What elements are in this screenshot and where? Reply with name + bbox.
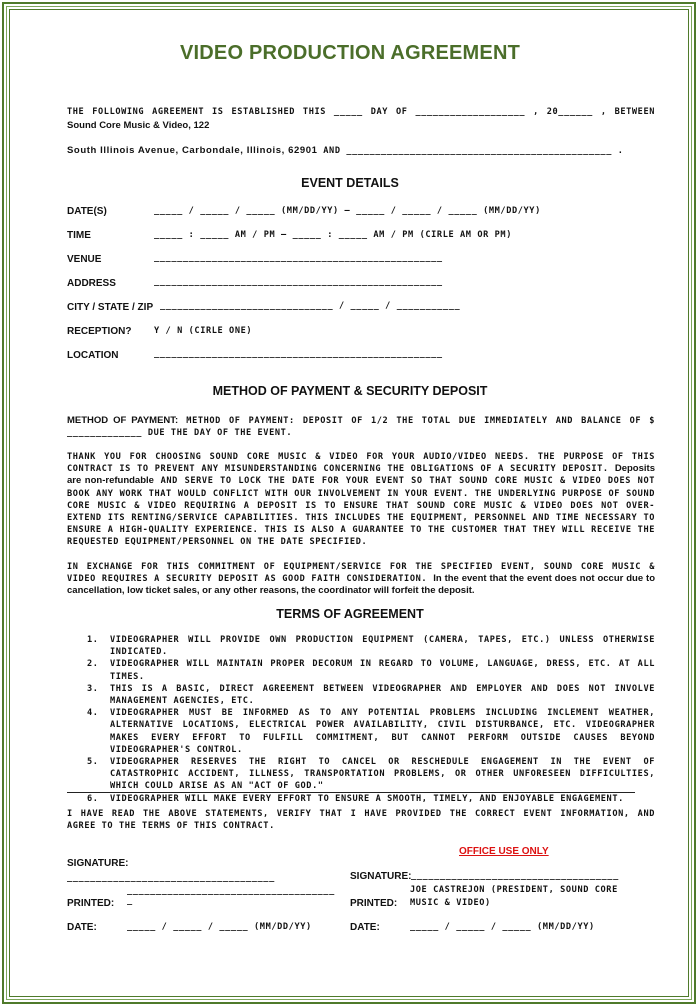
time-field[interactable]: _____ : _____ AM / PM — _____ : _____ AM / PM (CIRLE AM OR PM)	[154, 230, 512, 240]
payment-method-text: METHOD OF PAYMENT: DEPOSIT OF 1/2 THE TOTAL DUE IMMEDIATELY AND BALANCE OF $ _____________ DUE THE DAY OF THE EVENT.	[67, 416, 655, 439]
address-label: ADDRESS	[67, 278, 116, 289]
reception-field[interactable]: Y / N (CIRLE ONE)	[154, 326, 253, 336]
deposit-p1-c: AND SERVE TO LOCK THE DATE FOR YOUR EVENT SO THAT SOUND CORE MUSIC & VIDEO DOES NOT BOOK ANY WORK THAT WOULD CONFLICT WITH OUR INVOLVEMENT IN YOUR EVENT. THE UNDERLYING PURPOSE OF SOUND CORE MUSIC & VIDEO REQUIRING A DEPOSIT IS TO ENSURE THAT SOUND CORE MUSIC & VIDEO DOES NOT OVER-EXTEND ITS RENTING/SERVICE CAPABILITIES. THIS INCLUDES THE EQUIPMENT, PERSONNEL AND TIME NECESSARY TO ENSURE A HIGH-QUALITY EXPERIENCE. THIS IS ALSO A GUARANTEE TO THE CUSTOMER THAT THEY WILL RECEIVE THE REQUESTED EQUIPMENT/PERSONNEL ON THE DATE SPECIFIED.	[67, 476, 655, 548]
date-field[interactable]: _____ / _____ / _____ (MM/DD/YY) — _____ / _____ / _____ (MM/DD/YY)	[154, 206, 541, 216]
client-printed-label: PRINTED:	[67, 898, 115, 909]
company-printed-value: JOE CASTREJON (PRESIDENT, SOUND CORE MUSIC & VIDEO)	[410, 885, 618, 908]
deposit-p1-b: Deposits are non-refundable	[67, 463, 655, 487]
acknowledgement: I HAVE READ THE ABOVE STATEMENTS, VERIFY THAT I HAVE PROVIDED THE CORRECT EVENT INFORMATION, AND AGREE TO THE TERMS OF THIS CONTRACT.	[67, 809, 655, 832]
list-item: 5. VIDEOGRAPHER RESERVES THE RIGHT TO CANCEL OR RESCHEDULE ENGAGEMENT IN THE EVENT OF CATASTROPHIC ACCIDENT, ILLNESS, TRANSPORTATION PROBLEMS, OR OTHER UNFORESEEN DIFFICULTIES, WHICH COULD ARISE AS AN "ACT OF GOD."	[87, 757, 655, 792]
deposit-paragraph-2	[67, 561, 655, 598]
terms-list	[67, 634, 655, 805]
city-state-zip-field[interactable]: ______________________________ / _____ / ___________	[160, 301, 461, 311]
company-date-field[interactable]: _____ / _____ / _____ (MM/DD/YY)	[410, 922, 595, 932]
company-printed-label: PRINTED:	[350, 898, 398, 909]
reception-label: RECEPTION?	[67, 326, 132, 337]
office-use-label: OFFICE USE ONLY	[459, 846, 549, 857]
list-item: 6. VIDEOGRAPHER WILL MAKE EVERY EFFORT TO ENSURE A SMOOTH, TIMELY, AND ENJOYABLE ENGAGEMENT.	[87, 793, 624, 804]
deposit-paragraph-1	[67, 451, 655, 549]
page-title: VIDEO PRODUCTION AGREEMENT	[179, 42, 521, 64]
intro-line1-company: Sound Core Music & Video, 122	[67, 120, 210, 131]
client-signature-field[interactable]: ____________________________________	[67, 873, 275, 883]
client-printed-field[interactable]: _	[127, 896, 133, 906]
terms-heading: TERMS OF AGREEMENT	[276, 607, 424, 621]
list-item: 4. VIDEOGRAPHER MUST BE INFORMED AS TO ANY POTENTIAL PROBLEMS INCLUDING INCLEMENT WEATHER, ALTERNATIVE LOCATIONS, ELECTRICAL POWER AVAILABILITY, CIVIL DISTURBANCE, ETC. VIDEOGRAPHER MAKES EVERY EFFORT TO FULFILL COMMITMENT, BUT CANNOT PERFORM OUTSIDE CAUSES BEYOND VIDEOGRAPHER'S CONTROL.	[87, 708, 655, 755]
event-details-heading: EVENT DETAILS	[301, 176, 399, 190]
venue-label: VENUE	[67, 254, 102, 265]
deposit-p2-b: In the event that the event does not occur due to cancellation, low ticket sales, or any other reasons, the coordinator will forfeit the deposit.	[67, 573, 655, 597]
intro-line2	[67, 145, 624, 156]
payment-heading: METHOD OF PAYMENT & SECURITY DEPOSIT	[212, 384, 488, 398]
divider	[67, 792, 635, 793]
deposit-p2-a: IN EXCHANGE FOR THIS COMMITMENT OF EQUIPMENT/SERVICE FOR THE SPECIFIED EVENT, SOUND CORE MUSIC & VIDEO REQUIRES A SECURITY DEPOSIT AS GOOD FAITH CONSIDERATION.	[67, 562, 655, 585]
deposit-p1-a: THANK YOU FOR CHOOSING SOUND CORE MUSIC & VIDEO FOR YOUR AUDIO/VIDEO NEEDS. THE PURPOSE OF THIS CONTRACT IS TO PREVENT ANY MISUNDERSTANDING CONCERNING THE OBLIGATIONS OF A SECURITY DEPOSIT.	[67, 452, 655, 475]
time-label: TIME	[67, 230, 91, 241]
company-date-label: DATE:	[350, 922, 380, 933]
client-date-field[interactable]: _____ / _____ / _____ (MM/DD/YY)	[127, 922, 312, 932]
location-label: LOCATION	[67, 350, 119, 361]
company-signature-field[interactable]: ____________________________________	[411, 871, 619, 881]
payment-method-paragraph: METHOD OF PAYMENT: METHOD OF PAYMENT: DEPOSIT OF 1/2 THE TOTAL DUE IMMEDIATELY AND BALANCE OF $ _____________ DUE THE DAY OF THE EVENT.	[67, 415, 655, 439]
venue-field[interactable]: __________________________________________________	[154, 253, 443, 263]
location-field[interactable]: __________________________________________________	[154, 349, 443, 359]
company-signature-label: SIGNATURE:	[350, 871, 412, 882]
list-item: 2. VIDEOGRAPHER WILL MAINTAIN PROPER DECORUM IN REGARD TO VOLUME, LANGUAGE, DRESS, ETC. AT ALL TIMES.	[87, 659, 655, 682]
address-field[interactable]: __________________________________________________	[154, 277, 443, 287]
client-signature-label: SIGNATURE:	[67, 858, 129, 869]
client-date-label: DATE:	[67, 922, 97, 933]
intro-other-party: AND ______________________________________________ .	[323, 146, 624, 156]
intro-line1-mono: THE FOLLOWING AGREEMENT IS ESTABLISHED THIS _____ DAY OF ___________________ , 20______ , BETWEEN	[67, 107, 655, 117]
intro-address: South Illinois Avenue, Carbondale, Illinois, 62901	[67, 145, 318, 156]
list-item: 3. THIS IS A BASIC, DIRECT AGREEMENT BETWEEN VIDEOGRAPHER AND EMPLOYER AND DOES NOT INVOLVE MANAGEMENT AGENCIES, ETC.	[87, 683, 655, 707]
list-item: 1. VIDEOGRAPHER WILL PROVIDE OWN PRODUCTION EQUIPMENT (CAMERA, TAPES, ETC.) UNLESS OTHERWISE INDICATED.	[87, 635, 655, 658]
date-label: DATE(S)	[67, 206, 107, 217]
intro-paragraph	[67, 106, 655, 133]
client-printed-line[interactable]: ____________________________________	[127, 886, 335, 896]
city-state-zip-label: CITY / STATE / ZIP	[67, 302, 154, 313]
